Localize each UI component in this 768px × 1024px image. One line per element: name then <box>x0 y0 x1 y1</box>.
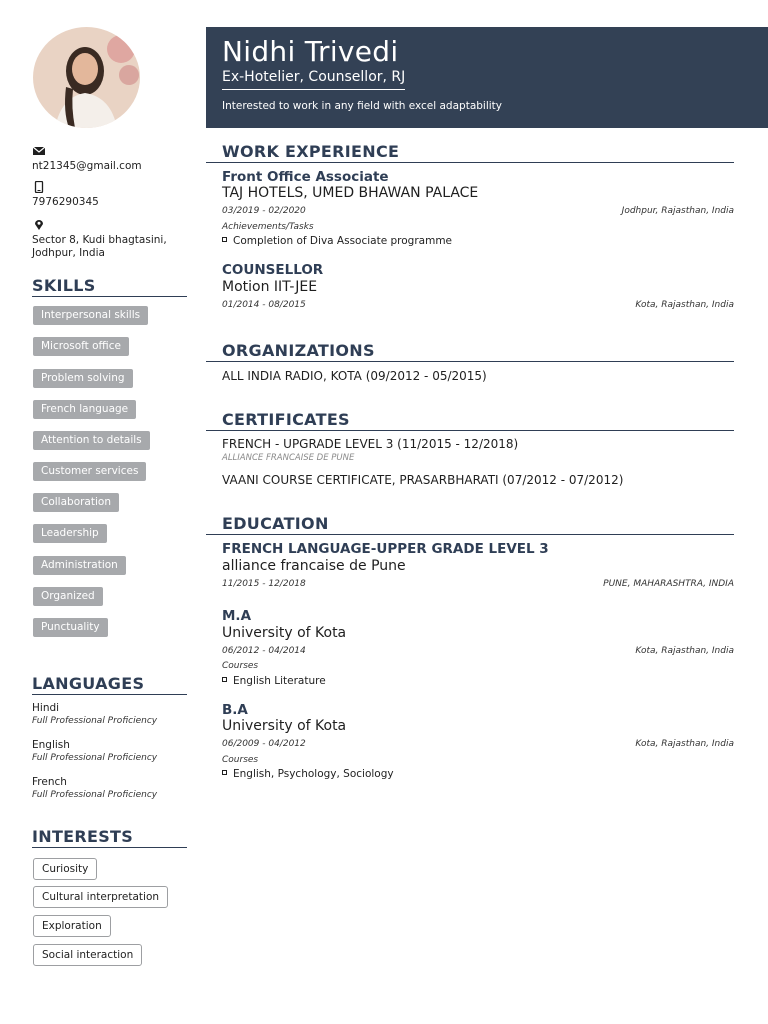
skill-pill: Collaboration <box>33 493 119 512</box>
candidate-tagline: Ex-Hotelier, Counsellor, RJ <box>222 69 405 90</box>
edu-location: Kota, Rajasthan, India <box>635 646 734 656</box>
interests-heading: INTERESTS <box>32 827 187 848</box>
candidate-name: Nidhi Trivedi <box>222 35 399 68</box>
job-role: Front Office Associate <box>222 169 389 185</box>
job-location: Kota, Rajasthan, India <box>635 300 734 310</box>
phone-text: 7976290345 <box>32 196 99 208</box>
edu-sublabel: Courses <box>222 755 259 765</box>
edu-bullet-text: English, Psychology, Sociology <box>233 768 394 780</box>
skill-pill: Microsoft office <box>33 337 129 356</box>
work-experience-heading: WORK EXPERIENCE <box>206 142 734 163</box>
edu-bullet <box>222 768 394 780</box>
interest-pill: Curiosity <box>33 858 97 880</box>
certificate-issuer: ALLIANCE FRANCAISE DE PUNE <box>222 453 355 463</box>
skill-pill: Administration <box>33 556 126 575</box>
edu-degree: B.A <box>222 702 248 718</box>
interest-pill: Exploration <box>33 915 111 937</box>
job-employer: TAJ HOTELS, UMED BHAWAN PALACE <box>222 185 479 201</box>
skill-pill: Customer services <box>33 462 146 481</box>
location-pin-icon <box>32 219 46 231</box>
skill-pill: Problem solving <box>33 369 133 388</box>
languages-heading: LANGUAGES <box>32 674 187 695</box>
edu-dates: 06/2012 - 04/2014 <box>222 646 306 656</box>
bullet-square-icon <box>222 770 227 775</box>
job-bullet <box>222 235 452 247</box>
edu-dates: 11/2015 - 12/2018 <box>222 579 306 589</box>
edu-school: University of Kota <box>222 625 347 641</box>
phone-icon <box>32 181 46 193</box>
job-dates: 03/2019 - 02/2020 <box>222 206 306 216</box>
job-location: Jodhpur, Rajasthan, India <box>621 206 734 216</box>
address-line-1: Sector 8, Kudi bhagtasini, <box>32 234 167 246</box>
language-name: French <box>32 776 67 788</box>
language-level: Full Professional Proficiency <box>32 716 158 726</box>
bullet-square-icon <box>222 677 227 682</box>
edu-degree: M.A <box>222 608 252 624</box>
organizations-heading: ORGANIZATIONS <box>206 341 734 362</box>
language-item <box>32 739 157 764</box>
job-dates: 01/2014 - 08/2015 <box>222 300 306 310</box>
candidate-summary: Interested to work in any field with excel adaptability <box>222 100 502 112</box>
address-line-2: Jodhpur, India <box>32 247 105 259</box>
job-role: COUNSELLOR <box>222 262 324 278</box>
contact-phone[interactable] <box>32 181 99 209</box>
edu-sublabel: Courses <box>222 661 259 671</box>
education-heading: EDUCATION <box>206 514 734 535</box>
edu-location: PUNE, MAHARASHTRA, INDIA <box>603 579 734 589</box>
skill-pill: Organized <box>33 587 103 606</box>
interest-pill: Social interaction <box>33 944 142 966</box>
skill-pill: French language <box>33 400 136 419</box>
certificates-heading: CERTIFICATES <box>206 410 734 431</box>
profile-photo <box>33 27 140 128</box>
language-name: English <box>32 739 70 751</box>
edu-location: Kota, Rajasthan, India <box>635 739 734 749</box>
language-level: Full Professional Proficiency <box>32 790 158 800</box>
edu-bullet <box>222 675 326 687</box>
organization-item: ALL INDIA RADIO, KOTA (09/2012 - 05/2015) <box>222 369 487 383</box>
skill-pill: Interpersonal skills <box>33 306 148 325</box>
language-item <box>32 776 157 801</box>
contact-email[interactable] <box>32 145 142 173</box>
bullet-square-icon <box>222 237 227 242</box>
job-sublabel: Achievements/Tasks <box>222 222 314 232</box>
certificate-name: FRENCH - UPGRADE LEVEL 3 (11/2015 - 12/2018) <box>222 437 519 451</box>
edu-degree: FRENCH LANGUAGE-UPPER GRADE LEVEL 3 <box>222 541 549 557</box>
email-icon <box>32 145 46 157</box>
skill-pill: Leadership <box>33 524 107 543</box>
interest-pill: Cultural interpretation <box>33 886 168 908</box>
language-level: Full Professional Proficiency <box>32 753 158 763</box>
skill-pill: Punctuality <box>33 618 108 637</box>
contact-address <box>32 219 167 260</box>
job-employer: Motion IIT-JEE <box>222 279 318 295</box>
certificate-name: VAANI COURSE CERTIFICATE, PRASARBHARATI (07/2012 - 07/2012) <box>222 473 624 487</box>
language-item <box>32 702 157 727</box>
job-bullet-text: Completion of Diva Associate programme <box>233 235 453 247</box>
skill-pill: Attention to details <box>33 431 150 450</box>
edu-school: University of Kota <box>222 718 347 734</box>
edu-bullet-text: English Literature <box>233 675 326 687</box>
edu-dates: 06/2009 - 04/2012 <box>222 739 306 749</box>
header-band <box>206 27 768 128</box>
language-name: Hindi <box>32 702 60 714</box>
edu-school: alliance francaise de Pune <box>222 558 406 574</box>
email-text: nt21345@gmail.com <box>32 160 142 172</box>
skills-heading: SKILLS <box>32 276 187 297</box>
